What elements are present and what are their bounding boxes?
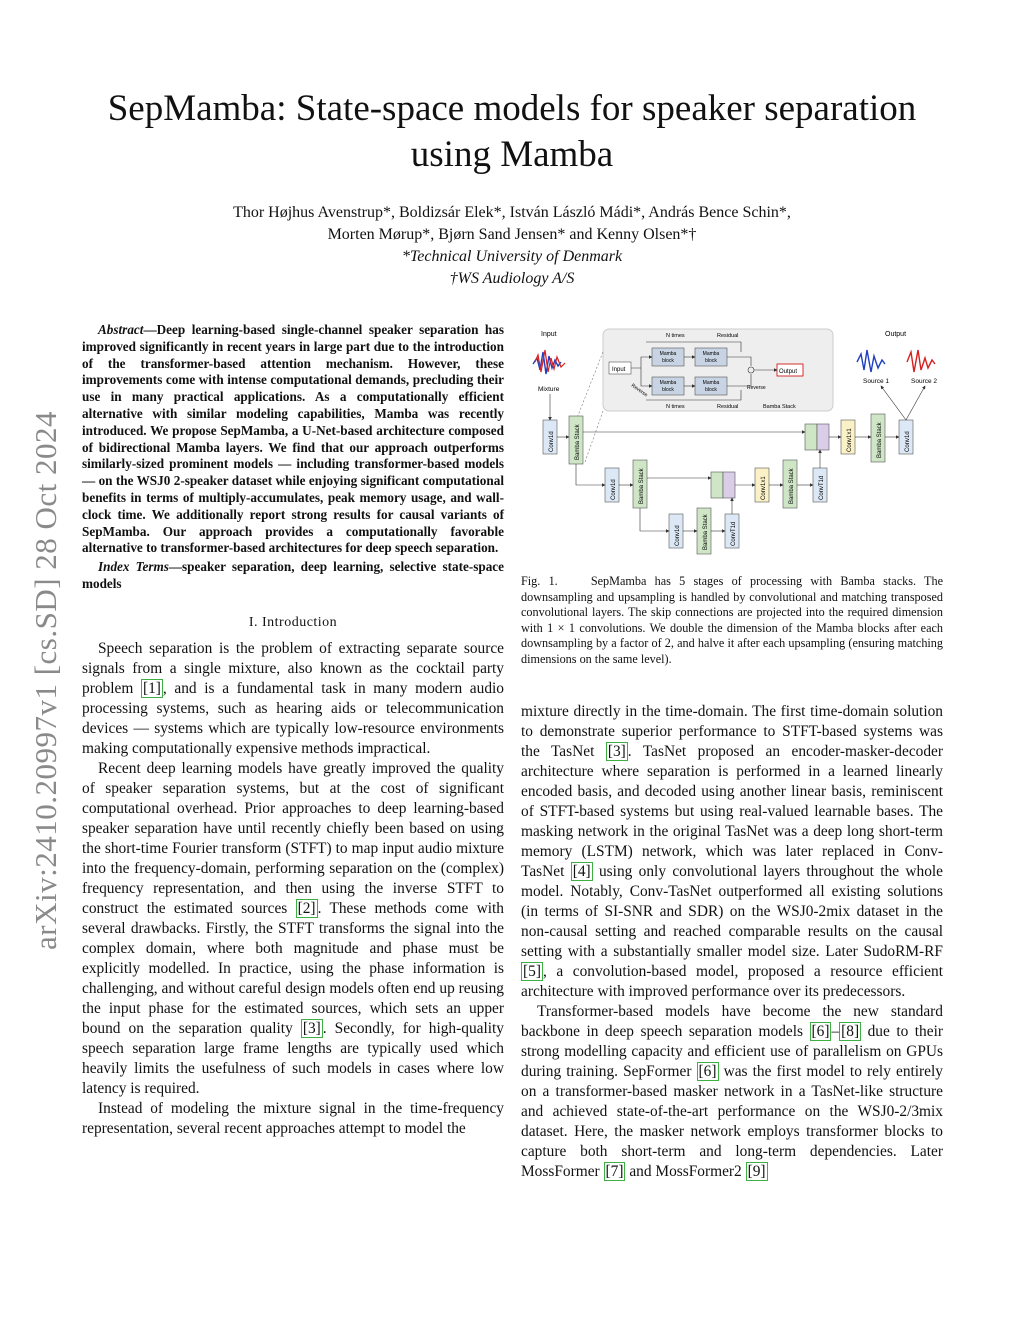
concat-block [711,472,723,498]
source-1-waveform [857,350,885,372]
index-terms [82,559,504,593]
residual-bottom-label: Residual [717,404,739,410]
citation-link[interactable]: [9] [747,1163,766,1180]
architecture-figure [521,322,949,564]
text-run: . Secondly, for high-quality speech separation large frame lengths are typically used which heavily limits the usefulness of such models in cases where low latency is required. [82,1019,504,1097]
text-run: , and is a fundamental task in many modern audio processing systems, such as hearing aids or telecommunication devices — systems which are typically low-resource environments making computationally expensive methods impractical. [82,679,505,757]
paragraph [82,759,504,1099]
abstract [82,322,504,557]
source-2-label: Source 2 [911,378,938,385]
convt1d-label: ConvT1d [731,521,737,546]
index-terms-label: Index Terms [98,559,169,575]
residual-top-label: Residual [717,333,739,339]
conv1d-label: Conv1d [549,431,555,452]
concat-block [723,472,735,498]
introduction-body [82,639,504,1139]
figure-caption [521,574,943,668]
citation-link[interactable]: [2] [297,899,316,917]
text-run: , a convolution-based model, proposed a resource efficient architecture with improved performance over its predecessors. [521,963,943,1000]
right-column-body [521,702,943,1182]
source-2-waveform [907,350,935,372]
conv1d-label: Conv1d [905,431,911,452]
mamba-block-label: Mamba [659,380,677,386]
author-block [100,202,924,290]
bamba-stack-label: Bamba Stack [789,468,795,504]
arxiv-identifier-stamp: arXiv:2410.20997v1 [cs.SD] 28 Oct 2024 [28,410,63,950]
abstract-label: Abstract [98,322,144,337]
mixture-label: Mixture [538,386,560,393]
reverse-right-label: Reverse [747,385,766,391]
left-column [82,322,504,1139]
abstract-text: —Deep learning-based single-channel speaker separation has improved significantly in recent years in large part due to the introduction of the transformer-based attention mechanism. However, these improvements come with intense computational demands, precluding their use in many practical applications. As a computationally efficient alternative with similar modeling capabilities, Mamba was recently introduced. We propose SepMamba, a U-Net-based architecture composed of bidirectional Mamba layers. We find that our approach outperforms similarly-sized prominent models — including transformer-based models — on the WSJ0 2-speaker dataset while enjoying significant computational benefits in terms of multiply-accumulates, peak memory usage, and wall-clock time. We additionally report strong results for causal variants of SepMamba. Our approach provides a computationally favorable alternative to transformer-based architectures for deep speech separation. [82,322,504,556]
inset-pointer-line [577,352,603,418]
paragraph [82,639,504,759]
text-run: using only convolutional layers throughout the whole model. Notably, Conv-TasNet outperformed all existing solutions (in terms of SI-SNR and SDR) on the WSJ0-2mix dataset in the non-causal setting and reached comparable results on the causal setting with a substantially smaller model size. Later SudoRM-RF [521,863,943,960]
mamba-block-label: block [705,387,717,393]
text-run: due to their strong modelling capacity and efficient use of parallelism on GPUs during training. SepFormer [521,1023,943,1080]
paper-title: SepMamba: State-space models for speaker separation using Mamba [107,88,917,175]
mamba-block-label: block [662,358,674,364]
affiliation-1: *Technical University of Denmark [401,248,623,265]
authors-line-1: Thor Højhus Avenstrup*, Boldizsár Elek*, István László Mádi*, András Bence Schin*, [233,204,791,221]
text-run: mixture directly in the time-domain. The first time-domain solution to demonstrate superior performance to STFT-based systems was the TasNet [521,703,943,760]
source-1-label: Source 1 [863,378,890,385]
output-label: Output [885,331,907,338]
citation-link[interactable]: [6] [811,1023,830,1040]
text-run: Speech separation is the problem of extracting separate source signals from a single mixture, also known as the cocktail party problem [82,639,504,697]
mamba-block-label: block [705,358,717,364]
authors-line-2: Morten Mørup*, Bjørn Sand Jensen* and Kenny Olsen*† [327,226,697,243]
text-run: Transformer-based models have become the new standard backbone in deep speech separation models [521,1003,943,1040]
paragraph [521,1002,943,1182]
n-times-top-label: N times [666,333,685,339]
citation-link[interactable]: [3] [302,1019,321,1037]
citation-link[interactable]: [3] [607,743,626,760]
affiliation-2: †WS Audiology A/S [449,270,575,287]
bamba-stack-label: Bamba Stack [639,468,645,504]
unet-blocks [543,414,913,554]
text-run: . TasNet proposed an encoder-masker-decoder architecture where separation is performed in a learned linearly encoded basis, and decoded using another linear basis, reminiscent of STFT-based systems but using real-valued learnable bases. The masking network in the original TasNet was a deep long short-term memory (LSTM) network, which was later replaced in Conv-TasNet [521,743,944,880]
conv1d-label: Conv1d [611,479,617,500]
text-run: was the first model to rely entirely on a transformer-based masker network in a TasNet-like structure and achieved state-of-the-art performance on the WSJ0-2/3mix dataset. Here, the masker network employs transformer blocks to capture both short-term and long-term dependencies. Later MossFormer [521,1063,943,1180]
bamba-stack-label: Bamba Stack [703,514,709,550]
bamba-stack-label: Bamba Stack [877,422,883,458]
inset-output-label: Output [779,369,798,375]
text-run: – [831,1023,840,1040]
inset-input-label: Input [612,367,626,373]
concat-block [805,424,817,450]
mamba-block-label: Mamba [702,351,720,357]
inset-pointer-line [585,411,603,462]
figure-label: Fig. 1. [521,574,558,588]
citation-link[interactable]: [5] [523,963,541,980]
section-heading-introduction: I. Introduction [248,614,338,630]
mixture-waveform [533,350,565,374]
conv1x1-label: Conv1x1 [847,428,853,452]
convt1d-label: ConvT1d [819,475,825,500]
citation-link[interactable]: [4] [572,863,591,880]
mamba-block-label: Mamba [702,380,720,386]
concat-block [817,424,829,450]
citation-link[interactable]: [7] [605,1163,624,1180]
paragraph: Instead of modeling the mixture signal in the time-frequency representation, several recent approaches attempt to model the [82,1099,504,1137]
bamba-stack-caption: Bamba Stack [763,404,796,410]
conv1d-label: Conv1d [675,525,681,546]
bamba-stack-label: Bamba Stack [575,424,581,460]
mamba-block-label: block [662,387,674,393]
n-times-bottom-label: N times [666,404,685,410]
text-run: Recent deep learning models have greatly improved the quality of speaker separation systems, but at the cost of significant computational overhead. Prior approaches to deep learning-based speaker separation have until recently chiefly been based on using the short-time Fourier transform (STFT) to map input audio mixture into the frequency-domain, performing separation on the (complex) frequency representation, and then using the inverse STFT to construct the estimated sources [82,759,504,917]
mamba-block-label: Mamba [659,351,677,357]
caption-text: SepMamba has 5 stages of processing with Bamba stacks. The downsampling and upsampling is handled by convolutional and matching transposed convolutional layers. The skip connections are projected into the required dimension with 1 × 1 convolutions. We double the dimension of the Mamba blocks after each downsampling by a factor of 2, and halve it after each upsampling (ensuring matching dimensions on the same level). [521,574,943,666]
citation-link[interactable]: [6] [698,1063,717,1080]
reverse-left-label: Reverse [629,382,649,399]
text-run: . These methods come with several drawbacks. Firstly, the STFT transforms the signal into the complex domain, where both magnitude and phase must be explicitly modelled. In practice, using the phase information is challenging, and without careful design models often end up reusing the input phase for the estimated sources, which sets an upper bound on the separation quality [82,899,504,1037]
index-terms-text: —speaker separation, deep learning, selective state-space models [82,559,504,591]
citation-link[interactable]: [1] [142,679,161,697]
input-label: Input [541,331,557,338]
citation-link[interactable]: [8] [841,1023,860,1040]
conv1x1-label: Conv1x1 [761,476,767,500]
paragraph [521,702,943,1002]
text-run: and MossFormer2 [625,1163,746,1180]
